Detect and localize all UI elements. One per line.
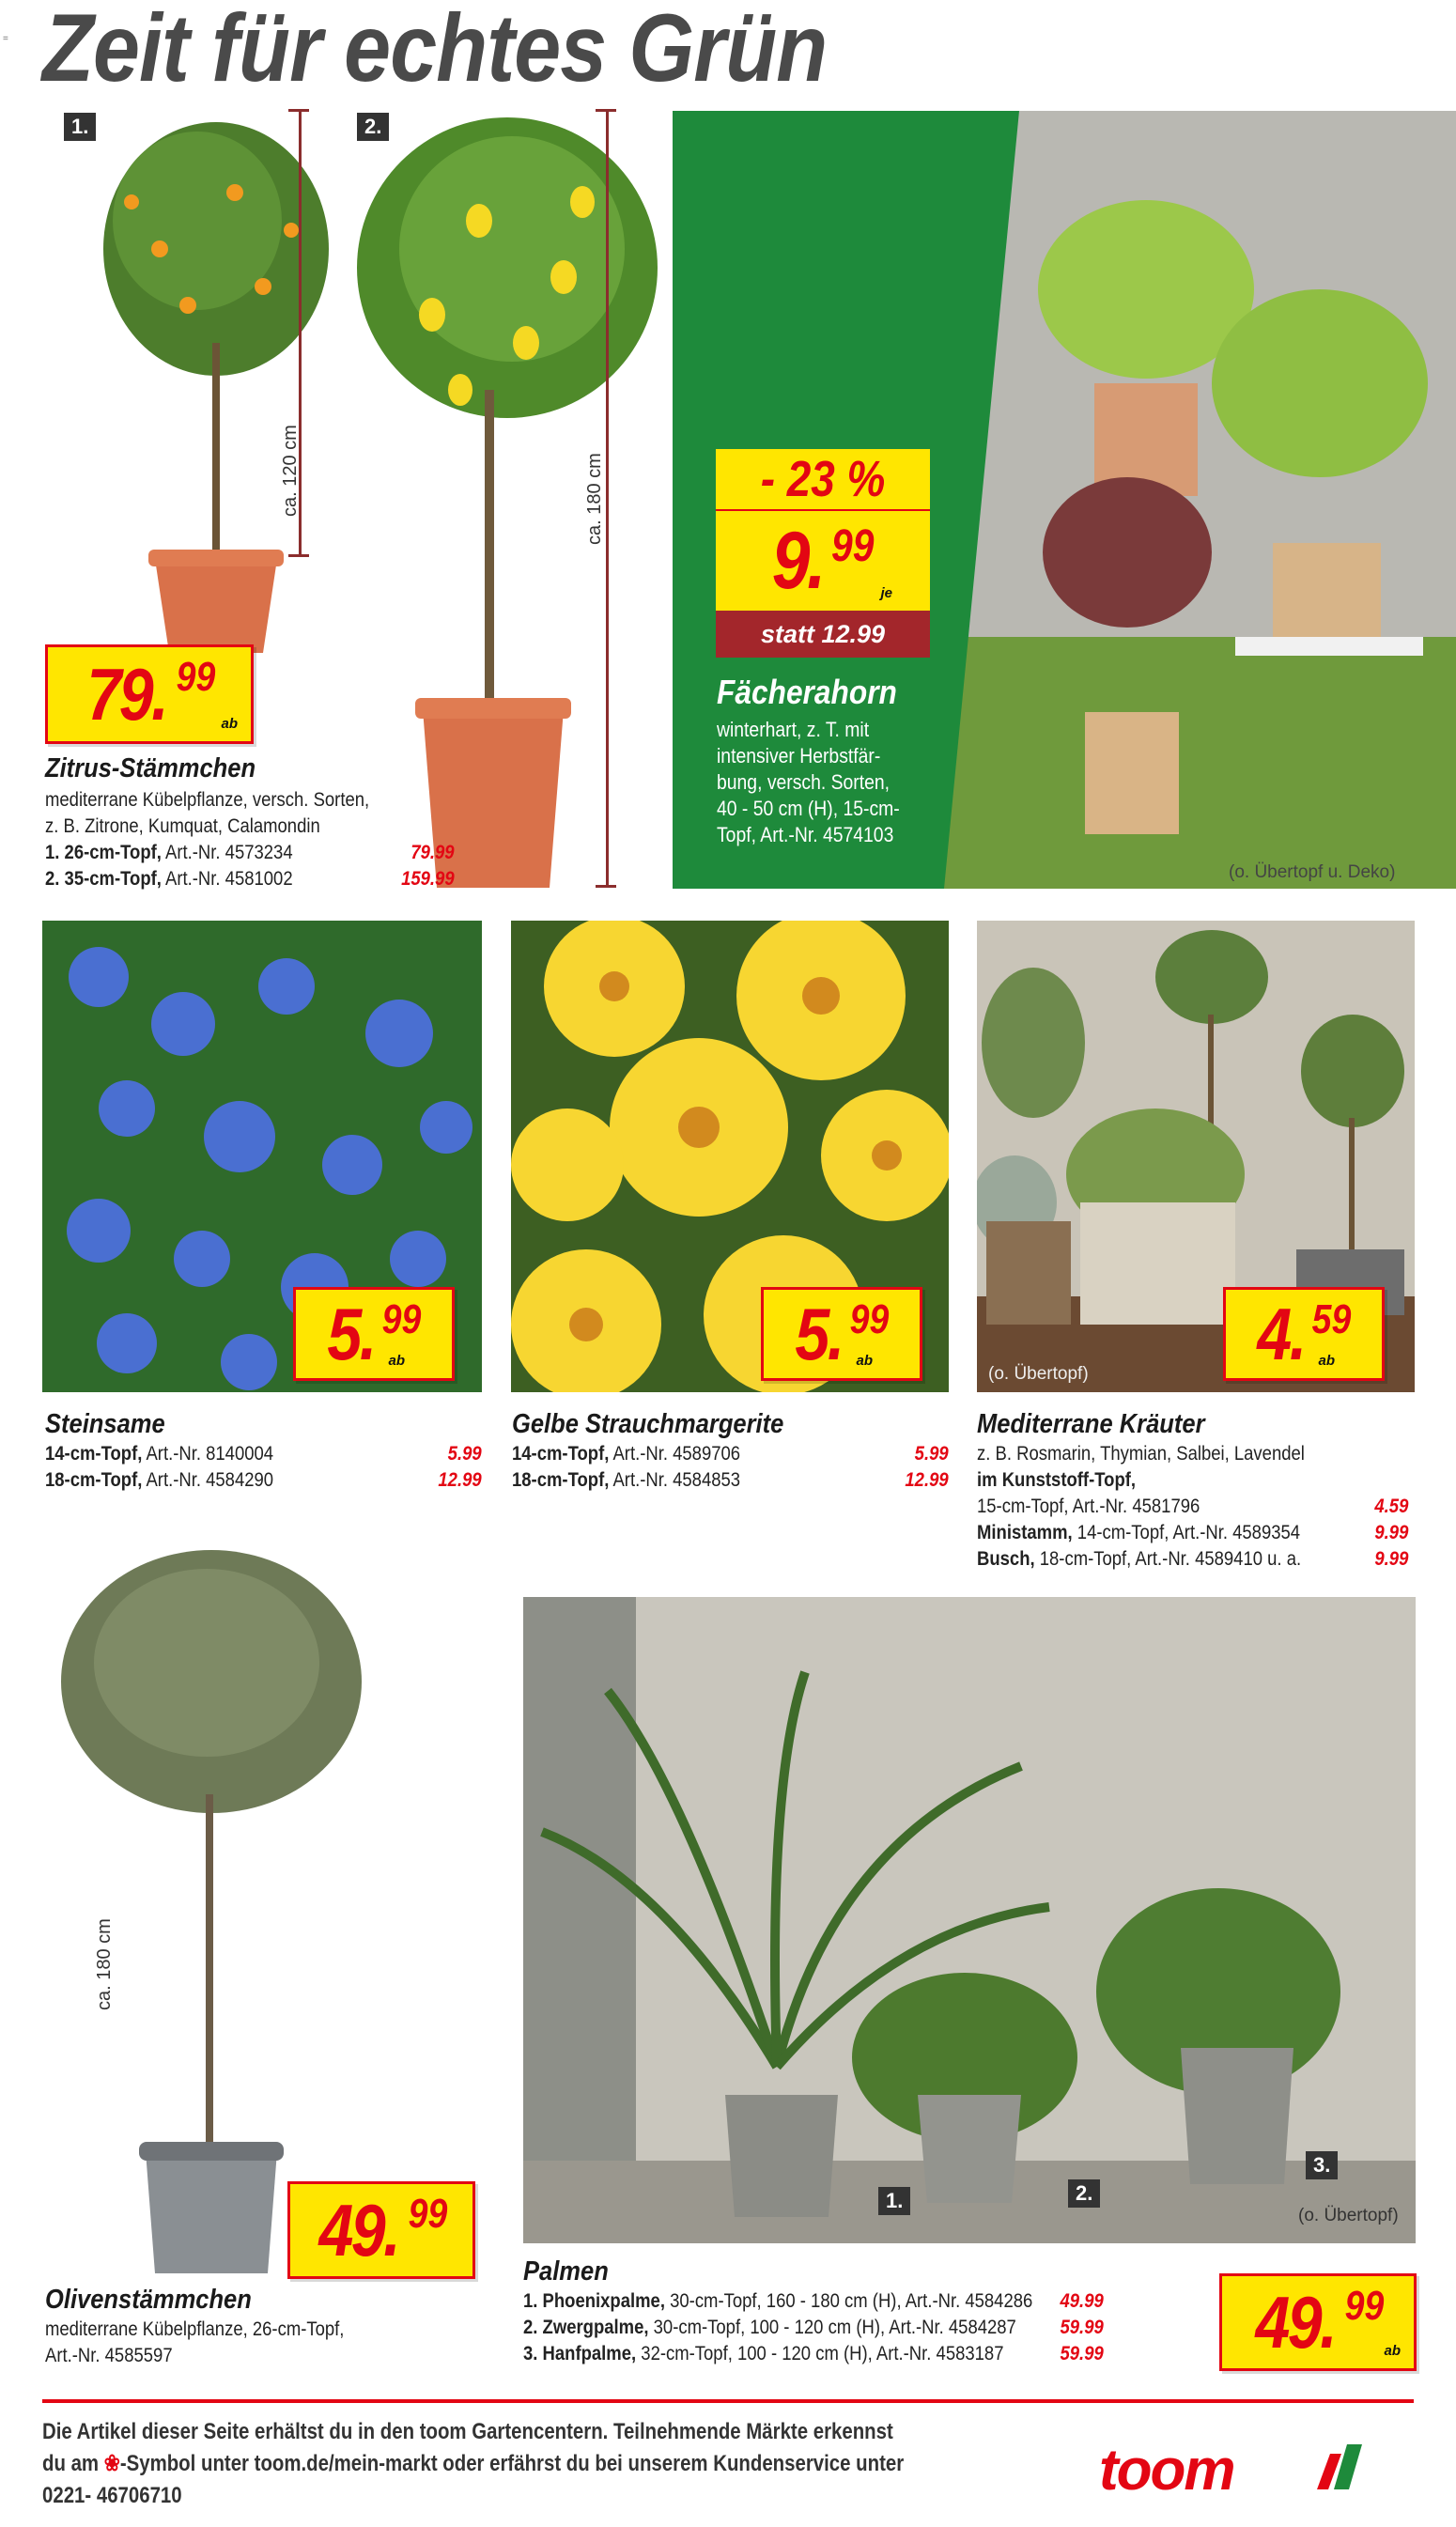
- herbs-price-tag: [1223, 1287, 1385, 1381]
- footer-line-2a: du am: [42, 2451, 104, 2476]
- price-main: 49.: [1255, 2281, 1335, 2364]
- citrus-description: [45, 787, 455, 892]
- item-label: Ministamm,: [977, 1522, 1073, 1543]
- price-cents: 99: [831, 521, 875, 571]
- height-label-180: ca. 180 cm: [584, 453, 605, 545]
- price-main: 9.: [772, 515, 824, 606]
- steinsame-item-row: [45, 1467, 482, 1494]
- olive-description: [45, 2317, 458, 2369]
- item-artnr: Art.-Nr. 4589706: [609, 1443, 741, 1465]
- footer-phone: 0221- 46706710: [42, 2483, 182, 2508]
- old-price: statt 12.99: [716, 611, 930, 658]
- item-artnr: 18-cm-Topf, Art.-Nr. 4589410 u. a.: [1034, 1548, 1302, 1570]
- steinsame-details: [45, 1441, 482, 1494]
- palms-note: (o. Übertopf): [1298, 2206, 1399, 2225]
- citrus-badge-2: 2.: [357, 113, 389, 141]
- margerite-price-tag: [761, 1287, 922, 1381]
- footer-line-1: Die Artikel dieser Seite erhältst du in den toom Gartencentern. Teilnehmende Märkte erkennst: [42, 2419, 893, 2444]
- herbs-details: [977, 1441, 1408, 1573]
- item-label: 18-cm-Topf,: [45, 1469, 143, 1491]
- item-price: 9.99: [1374, 1522, 1409, 1543]
- margerite-item-row: [512, 1467, 949, 1494]
- price-ab: ab: [856, 1353, 873, 1369]
- palm-badge-3: 3.: [1306, 2151, 1338, 2179]
- price-cents: 99: [381, 1296, 422, 1342]
- price-ab: ab: [221, 716, 238, 732]
- price-cents: 99: [1344, 2283, 1385, 2329]
- margerite-item-row: [512, 1441, 949, 1467]
- herbs-note: (o. Übertopf): [988, 1364, 1089, 1384]
- price-ab: ab: [1384, 2343, 1401, 2359]
- item-price: 59.99: [1060, 2317, 1104, 2338]
- item-label: 14-cm-Topf,: [512, 1443, 610, 1465]
- item-price: 4.59: [1374, 1496, 1409, 1517]
- maple-discount-block: [716, 449, 930, 658]
- discount-percent-box: [716, 449, 930, 509]
- palms-item-row: [523, 2288, 1104, 2315]
- olive-desc-line: mediterrane Kübelpflanze, 26-cm-Topf,: [45, 2318, 345, 2340]
- citrus-desc-line: mediterrane Kübelpflanze, versch. Sorten,: [45, 789, 370, 811]
- height-tick: [288, 109, 309, 112]
- footer-info: [42, 2416, 904, 2512]
- price-cents: 99: [408, 2191, 448, 2237]
- price-ab: ab: [388, 1353, 405, 1369]
- item-label: 3. Hanfpalme,: [523, 2343, 637, 2364]
- palms-item-row: [523, 2315, 1104, 2341]
- item-artnr: Art.-Nr. 4584853: [609, 1469, 741, 1491]
- citrus-item-row: [45, 840, 455, 866]
- item-artnr: Art.-Nr. 4584290: [142, 1469, 274, 1491]
- maple-price-box: [716, 509, 930, 611]
- item-artnr: Art.-Nr. 4581002: [161, 868, 293, 890]
- garden-center-icon: ❀: [103, 2451, 120, 2476]
- item-label: 1. Phoenixpalme,: [523, 2290, 665, 2312]
- height-label-olive: ca. 180 cm: [94, 1918, 115, 2010]
- maple-note: (o. Übertopf u. Deko): [1229, 862, 1396, 882]
- palms-details: [523, 2288, 1104, 2367]
- toom-logo-mark-icon: [1313, 2444, 1362, 2489]
- citrus-tree-image-1: [56, 108, 338, 653]
- steinsame-price-tag: [293, 1287, 455, 1381]
- item-artnr: Art.-Nr. 4573234: [161, 842, 293, 863]
- price-cents: 99: [849, 1296, 890, 1342]
- herbs-pot-label: im Kunststoff-Topf,: [977, 1469, 1137, 1491]
- citrus-badge-1: 1.: [64, 113, 96, 141]
- discount-percent: - 23 %: [760, 451, 886, 507]
- price-main: 5.: [327, 1293, 375, 1375]
- maple-desc-line: intensiver Herbstfär-: [717, 744, 881, 767]
- item-price: 12.99: [438, 1469, 482, 1491]
- item-price: 9.99: [1374, 1548, 1409, 1570]
- citrus-item-row: [45, 866, 455, 892]
- price-cents: 99: [176, 654, 216, 700]
- footer-line-2b: -Symbol unter toom.de/mein-markt oder erfährst du bei unserem Kundenservice unter: [119, 2451, 905, 2476]
- maple-description: [717, 717, 900, 848]
- item-label: 1. 26-cm-Topf,: [45, 842, 162, 863]
- price-main: 4.: [1257, 1293, 1305, 1375]
- palms-item-row: [523, 2341, 1104, 2367]
- steinsame-item-row: [45, 1441, 482, 1467]
- citrus-tree-image-2: [348, 108, 695, 897]
- item-price: 49.99: [1060, 2290, 1104, 2312]
- item-price: 5.99: [914, 1443, 949, 1465]
- height-label-120: ca. 120 cm: [280, 425, 301, 517]
- olive-desc-line: Art.-Nr. 4585597: [45, 2345, 173, 2366]
- palm-badge-1: 1.: [878, 2187, 910, 2215]
- herbs-name: Mediterrane Kräuter: [977, 1409, 1205, 1439]
- maple-desc-line: Topf, Art.-Nr. 4574103: [717, 823, 894, 846]
- item-price: 12.99: [905, 1469, 949, 1491]
- item-artnr: 32-cm-Topf, 100 - 120 cm (H), Art.-Nr. 4583187: [636, 2343, 1004, 2364]
- page-title: Zeit für echtes Grün: [42, 0, 828, 101]
- price-main: 49.: [318, 2189, 398, 2271]
- height-tick: [596, 885, 616, 888]
- item-artnr: 30-cm-Topf, 100 - 120 cm (H), Art.-Nr. 4584287: [648, 2317, 1016, 2338]
- olive-name: Olivenstämmchen: [45, 2285, 252, 2315]
- price-main: 79.: [86, 653, 166, 736]
- palm-badge-2: 2.: [1068, 2179, 1100, 2208]
- herbs-item-row: [977, 1546, 1408, 1573]
- maple-name: Fächerahorn: [717, 673, 897, 711]
- item-price: 159.99: [401, 868, 455, 890]
- maple-desc-line: 40 - 50 cm (H), 15-cm-: [717, 797, 900, 820]
- item-label: 2. 35-cm-Topf,: [45, 868, 162, 890]
- herbs-item-row: [977, 1494, 1408, 1520]
- margerite-details: [512, 1441, 949, 1494]
- citrus-name: Zitrus-Stämmchen: [45, 753, 256, 783]
- item-price: 5.99: [447, 1443, 482, 1465]
- steinsame-name: Steinsame: [45, 1409, 165, 1439]
- maple-photo: [944, 111, 1456, 889]
- item-artnr: 14-cm-Topf, Art.-Nr. 4589354: [1072, 1522, 1301, 1543]
- price-ab: ab: [1318, 1353, 1335, 1369]
- herbs-desc-line: z. B. Rosmarin, Thymian, Salbei, Lavendel: [977, 1443, 1305, 1465]
- olive-price-tag: [287, 2181, 475, 2279]
- price-main: 5.: [795, 1293, 843, 1375]
- item-label: 18-cm-Topf,: [512, 1469, 610, 1491]
- height-tick: [288, 554, 309, 557]
- item-artnr: 30-cm-Topf, 160 - 180 cm (H), Art.-Nr. 4584286: [664, 2290, 1033, 2312]
- item-artnr: 15-cm-Topf, Art.-Nr. 4581796: [977, 1496, 1200, 1517]
- footer-divider: [42, 2399, 1414, 2403]
- citrus-price-tag: [45, 644, 254, 744]
- herbs-desc-line: [977, 1467, 1408, 1494]
- corner-mark: =: [3, 34, 8, 44]
- item-price: 59.99: [1060, 2343, 1104, 2364]
- price-je: je: [880, 585, 892, 601]
- height-bar-180: [606, 109, 609, 887]
- maple-desc-line: winterhart, z. T. mit: [717, 718, 870, 741]
- palms-price-tag: [1219, 2273, 1417, 2371]
- margerite-name: Gelbe Strauchmargerite: [512, 1409, 784, 1439]
- toom-logo: toom: [1099, 2438, 1234, 2503]
- maple-desc-line: bung, versch. Sorten,: [717, 770, 891, 794]
- olive-tree-photo: [38, 1541, 385, 2273]
- palms-photo: [523, 1597, 1416, 2243]
- item-artnr: Art.-Nr. 8140004: [142, 1443, 274, 1465]
- item-price: 79.99: [410, 842, 455, 863]
- height-tick: [596, 109, 616, 112]
- item-label: Busch,: [977, 1548, 1035, 1570]
- footer-line-2: [42, 2448, 904, 2480]
- price-cents: 59: [1311, 1296, 1352, 1342]
- item-label: 2. Zwergpalme,: [523, 2317, 649, 2338]
- herbs-item-row: [977, 1520, 1408, 1546]
- citrus-desc-line: z. B. Zitrone, Kumquat, Calamondin: [45, 815, 320, 837]
- palms-name: Palmen: [523, 2256, 609, 2287]
- item-label: 14-cm-Topf,: [45, 1443, 143, 1465]
